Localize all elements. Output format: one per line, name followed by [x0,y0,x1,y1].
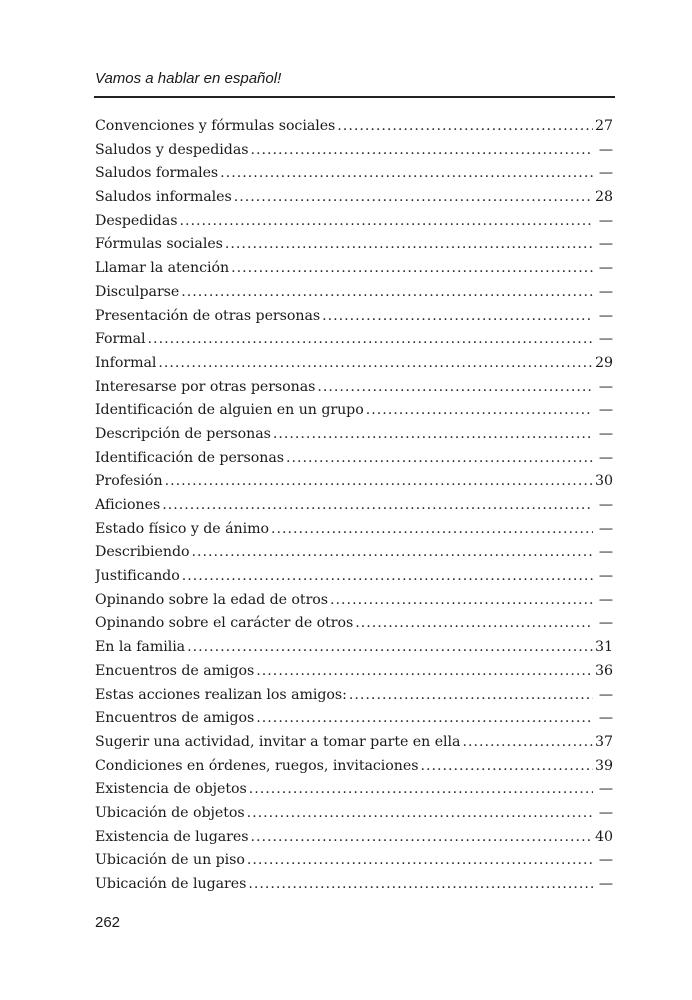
toc-entry-page: 28 [595,189,613,206]
toc-entry [95,497,613,521]
toc-entry-page: — [598,260,613,277]
toc-entry-title: Saludos y despedidas [95,141,249,158]
toc-dot-leader [179,213,593,229]
toc-entry [95,687,613,711]
toc-entry [95,758,613,782]
toc-entry-title: Saludos formales [95,165,219,182]
toc-dot-leader [225,236,593,252]
toc-dot-leader [337,118,593,134]
toc-entry [95,829,613,853]
toc-dot-leader [256,710,593,726]
table-of-contents [95,118,613,900]
toc-entry-title: Encuentros de amigos [95,710,255,727]
toc-entry-title: Existencia de lugares [95,828,249,845]
toc-entry [95,852,613,876]
toc-entry-page: — [598,591,613,608]
toc-entry-page: 40 [595,828,613,845]
toc-entry [95,710,613,734]
toc-entry [95,663,613,687]
toc-dot-leader [271,521,593,537]
toc-dot-leader [349,687,593,703]
toc-entry-title: Justificando [95,568,180,585]
toc-entry-title: Despedidas [95,212,178,229]
toc-dot-leader [165,473,593,489]
toc-dot-leader [158,355,593,371]
toc-entry-page: 27 [595,118,613,134]
toc-entry-title: Saludos informales [95,189,232,206]
toc-dot-leader [162,497,593,513]
toc-entry-title: Identificación de alguien en un grupo [95,402,364,419]
toc-entry-page: — [598,710,613,727]
toc-entry-page: — [598,804,613,821]
toc-dot-leader [249,781,593,797]
toc-entry [95,236,613,260]
toc-entry-page: — [598,568,613,585]
toc-entry-title: Opinando sobre la edad de otros [95,591,329,608]
toc-dot-leader [187,639,593,655]
toc-entry-title: Estado físico y de ánimo [95,520,269,537]
toc-entry-page: — [598,876,613,892]
toc-dot-leader [182,568,593,584]
toc-entry [95,615,613,639]
toc-dot-leader [273,426,593,442]
toc-entry-page: 30 [595,473,613,490]
toc-entry-page: 39 [595,757,613,774]
toc-entry-title: Informal [95,354,157,371]
toc-entry-page: — [598,497,613,513]
toc-entry-title: Interesarse por otras personas [95,378,316,395]
toc-entry [95,118,613,142]
toc-dot-leader [231,260,593,276]
toc-entry-page: 31 [595,639,613,656]
toc-dot-leader [192,544,594,560]
toc-entry-page: — [598,852,613,869]
toc-dot-leader [250,829,593,845]
toc-entry-page: — [598,307,613,324]
toc-dot-leader [181,284,593,300]
toc-entry [95,521,613,545]
toc-entry [95,473,613,497]
toc-dot-leader [366,402,593,418]
toc-dot-leader [248,876,593,892]
toc-dot-leader [247,852,593,868]
toc-entry-page: — [598,212,613,229]
toc-entry-title: Formal [95,331,146,348]
toc-entry [95,213,613,237]
toc-entry [95,781,613,805]
toc-entry-page: — [598,378,613,395]
toc-dot-leader [322,308,593,324]
toc-dot-leader [256,663,593,679]
toc-entry-title: Aficiones [95,497,161,513]
toc-entry-page: 29 [595,354,613,371]
toc-dot-leader [220,165,593,181]
toc-entry-page: — [598,141,613,158]
toc-entry-title: Encuentros de amigos [95,662,255,679]
toc-entry-page: — [598,165,613,182]
toc-entry [95,142,613,166]
toc-dot-leader [247,805,593,821]
toc-dot-leader [462,734,593,750]
toc-entry-title: Sugerir una actividad, invitar a tomar parte en ella [95,733,461,750]
page-number: 262 [95,914,121,931]
toc-entry [95,308,613,332]
toc-entry-title: Ubicación de un piso [95,852,245,869]
toc-entry [95,592,613,616]
toc-entry [95,450,613,474]
toc-entry-page: — [598,615,613,632]
toc-entry-title: Existencia de objetos [95,781,247,798]
toc-dot-leader [317,379,593,395]
toc-dot-leader [420,758,593,774]
header-divider [94,96,615,98]
toc-entry [95,379,613,403]
toc-entry-title: Describiendo [95,544,190,561]
toc-entry-page: — [598,686,613,703]
toc-entry-title: En la familia [95,639,186,656]
toc-entry-page: — [598,520,613,537]
running-header-title: Vamos a hablar en español! [95,70,282,87]
toc-entry [95,639,613,663]
toc-entry [95,331,613,355]
toc-entry-title: Fórmulas sociales [95,236,223,253]
toc-entry-title: Ubicación de objetos [95,804,245,821]
toc-entry [95,805,613,829]
toc-entry [95,734,613,758]
toc-entry-title: Ubicación de lugares [95,876,247,892]
toc-entry-title: Presentación de otras personas [95,307,321,324]
toc-entry-page: — [598,544,613,561]
toc-entry-title: Opinando sobre el carácter de otros [95,615,354,632]
toc-entry-page: — [598,425,613,442]
toc-entry-title: Llamar la atención [95,260,230,277]
toc-dot-leader [234,189,593,205]
toc-dot-leader [330,592,593,608]
toc-dot-leader [250,142,593,158]
toc-entry [95,260,613,284]
toc-entry [95,876,613,900]
toc-entry [95,284,613,308]
toc-entry [95,189,613,213]
toc-entry-page: — [598,402,613,419]
toc-entry [95,355,613,379]
toc-entry-page: 37 [595,733,613,750]
toc-dot-leader [286,450,593,466]
toc-entry-page: — [598,236,613,253]
toc-entry [95,544,613,568]
toc-entry-title: Profesión [95,473,163,490]
toc-dot-leader [148,331,593,347]
toc-entry-title: Identificación de personas [95,449,284,466]
toc-entry-title: Convenciones y fórmulas sociales [95,118,336,134]
toc-entry [95,568,613,592]
toc-entry-title: Disculparse [95,283,180,300]
toc-entry-title: Descripción de personas [95,425,271,442]
toc-entry [95,165,613,189]
toc-entry [95,426,613,450]
toc-entry-title: Condiciones en órdenes, ruegos, invitaciones [95,757,419,774]
toc-entry-page: — [598,283,613,300]
toc-entry-title: Estas acciones realizan los amigos: [95,686,347,703]
toc-entry-page: — [598,449,613,466]
toc-entry-page: — [598,781,613,798]
toc-entry [95,402,613,426]
toc-dot-leader [355,615,593,631]
toc-entry-page: 36 [595,662,613,679]
toc-entry-page: — [598,331,613,348]
